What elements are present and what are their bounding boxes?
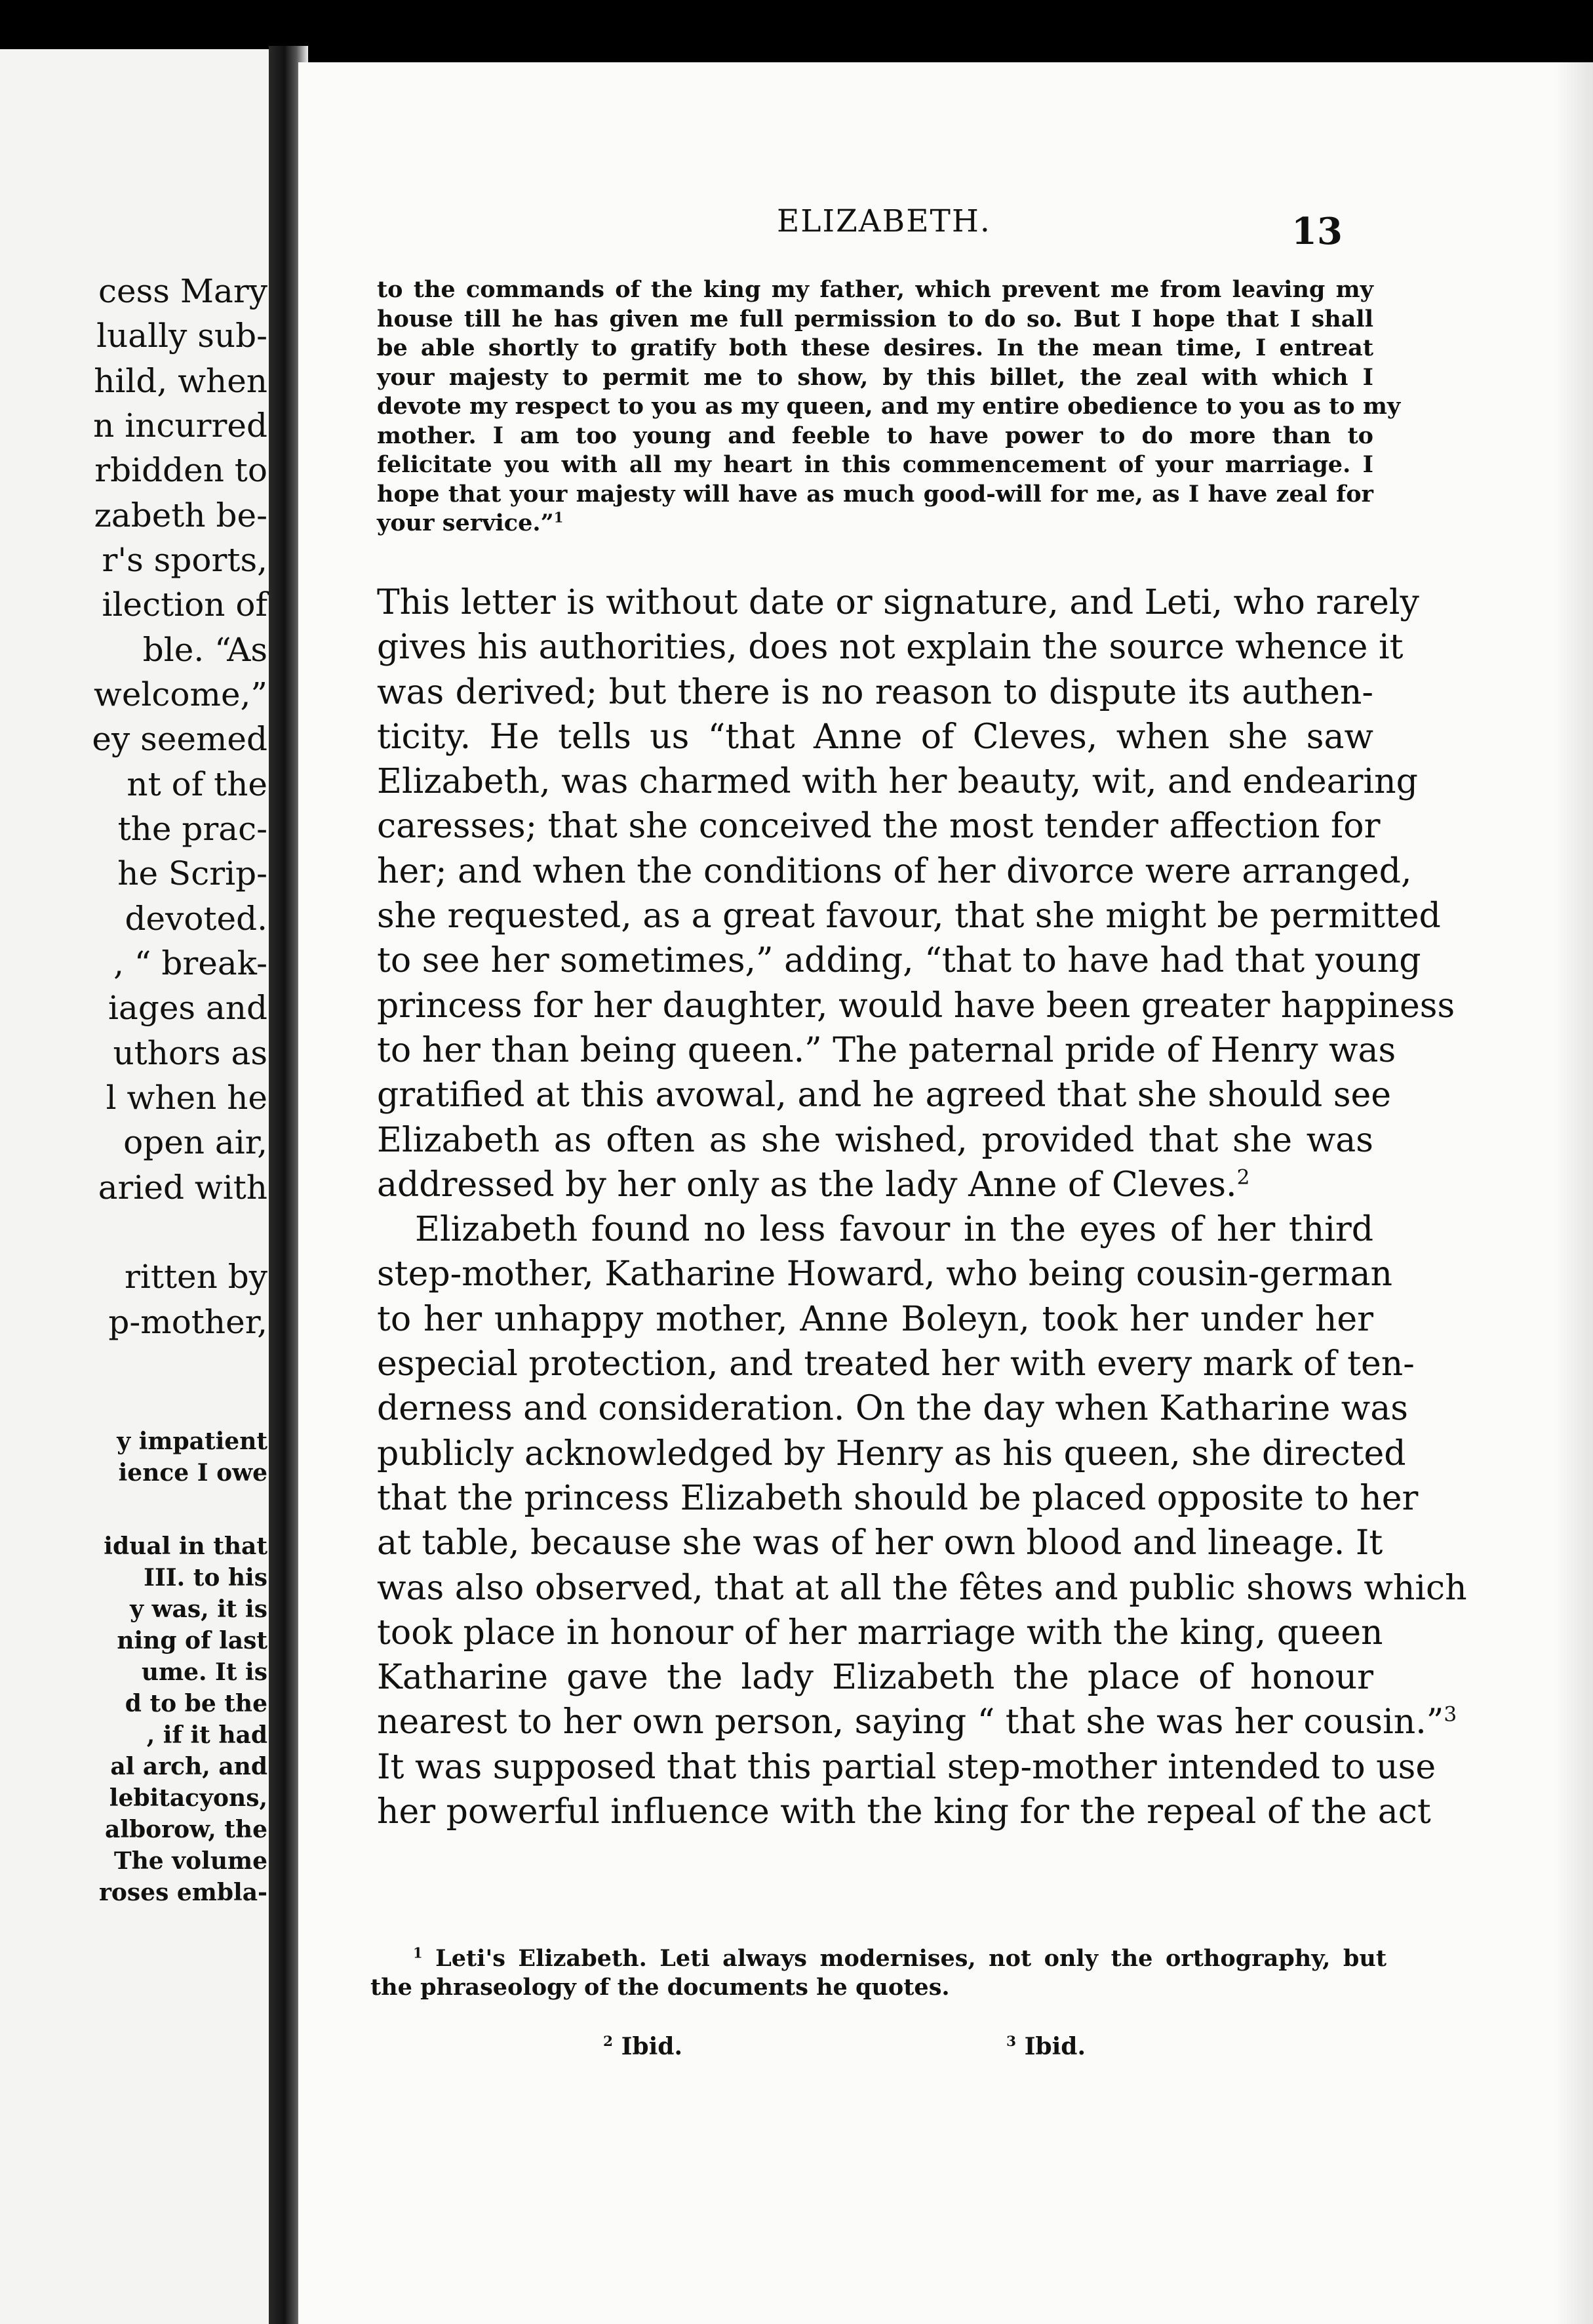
footnote-1-mark: 1 [413, 1944, 423, 1961]
left-footnote-line: idual in that [104, 1533, 267, 1560]
left-line: rbidden to [94, 451, 267, 489]
body-line: Katharine gave the lady Elizabeth the place of honour [377, 1658, 1373, 1698]
letter-line: devote my respect to you as my queen, and my entire obedience to you as to my [377, 393, 1401, 420]
body-line: step-mother, Katharine Howard, who being cousin-german [377, 1254, 1392, 1294]
body-line: princess for her daughter, would have been greater happiness [377, 986, 1455, 1026]
left-line: zabeth be- [94, 496, 267, 534]
footnote-2-text: Ibid. [621, 2033, 682, 2060]
left-line: uthors as [113, 1034, 267, 1072]
body-line: to her than being queen.” The paternal pride of Henry was [377, 1030, 1396, 1070]
body-line: This letter is without date or signature, and Leti, who rarely [377, 583, 1419, 622]
body-line: Elizabeth found no less favour in the eyes of her third [415, 1210, 1373, 1250]
body-line: gratified at this avowal, and he agreed that she should see [377, 1075, 1392, 1115]
body-line: to her unhappy mother, Anne Boleyn, took her under her [377, 1299, 1373, 1339]
footnote-1-text: Leti's Elizabeth. Leti always modernises, not only the orthography, but [435, 1945, 1386, 1972]
left-line: nt of the [127, 765, 267, 803]
left-line: open air, [123, 1123, 267, 1161]
left-footnote-line: al arch, and [110, 1753, 267, 1780]
body-line: It was supposed that this partial step-mother intended to use [377, 1747, 1436, 1787]
letter-line: to the commands of the king my father, which prevent me from leaving my [377, 276, 1373, 303]
footnote-2 [603, 2033, 682, 2060]
letter-line: felicitate you with all my heart in this commencement of your marriage. I [377, 451, 1373, 478]
letter-line-text: your service.” [377, 510, 554, 536]
page-number: 13 [1291, 210, 1343, 253]
body-line: ticity. He tells us “that Anne of Cleves, when she saw [377, 717, 1373, 757]
left-line: p-mother, [108, 1303, 267, 1341]
left-line: aried with [98, 1169, 267, 1207]
footnote-1-line: the phraseology of the documents he quotes. [370, 1974, 950, 2001]
body-line-text: addressed by her only as the lady Anne of Cleves. [377, 1165, 1237, 1205]
left-line: welcome,” [94, 675, 267, 713]
body-line: that the princess Elizabeth should be placed opposite to her [377, 1478, 1419, 1518]
body-line: especial protection, and treated her with every mark of ten- [377, 1344, 1415, 1384]
page-edge-shadow [1554, 62, 1593, 2324]
body-line: was also observed, that at all the fêtes and public shows which [377, 1568, 1467, 1608]
footnote-ref-3: 3 [1444, 1703, 1457, 1727]
left-footnote-line: y impatient [117, 1428, 267, 1455]
left-line: lually sub- [96, 317, 267, 355]
left-footnote-line: y was, it is [130, 1595, 267, 1623]
body-line: her; and when the conditions of her divorce were arranged, [377, 851, 1412, 891]
left-footnote-line: d to be the [125, 1690, 267, 1717]
body-line [377, 1700, 1457, 1744]
letter-line: be able shortly to gratify both these desires. In the mean time, I entreat [377, 334, 1373, 361]
letter-line: your majesty to permit me to show, by this billet, the zeal with which I [377, 363, 1373, 391]
left-footnote-line: roses embla- [98, 1879, 267, 1906]
left-line: cess Mary [98, 272, 267, 310]
left-footnote-line: ume. It is [141, 1658, 267, 1686]
left-line: ritten by [124, 1258, 267, 1296]
body-line: Elizabeth as often as she wished, provided that she was [377, 1120, 1373, 1160]
footnote-3-mark: 3 [1006, 2034, 1017, 2050]
body-line: was derived; but there is no reason to dispute its authen- [377, 672, 1373, 712]
left-line: l when he [106, 1079, 267, 1117]
body-line: caresses; that she conceived the most tender affection for [377, 807, 1381, 847]
left-footnote-line: lebitacyons, [109, 1784, 267, 1812]
footnote-3 [1006, 2033, 1086, 2060]
body-line: Elizabeth, was charmed with her beauty, wit, and endearing [377, 762, 1418, 802]
body-line: she requested, as a great favour, that she might be permitted [377, 896, 1441, 936]
left-footnote-line: ning of last [117, 1627, 267, 1654]
left-footnote-line: III. to his [144, 1564, 267, 1592]
body-line: derness and consideration. On the day when Katharine was [377, 1389, 1408, 1429]
left-line: n incurred [93, 407, 267, 445]
footnote-2-mark: 2 [603, 2034, 614, 2050]
footnote-ref-1: 1 [553, 509, 564, 526]
left-line: r's sports, [102, 541, 267, 579]
body-line: took place in honour of her marriage with the king, queen [377, 1613, 1383, 1653]
footnote-3-text: Ibid. [1024, 2033, 1086, 2060]
letter-line: mother. I am too young and feeble to have power to do more than to [377, 422, 1373, 449]
body-line: publicly acknowledged by Henry as his queen, she directed [377, 1433, 1406, 1473]
body-line: at table, because she was of her own blood and lineage. It [377, 1523, 1383, 1563]
letter-line [377, 509, 1373, 538]
body-line [377, 1163, 1373, 1207]
left-footnote-line: alborow, the [105, 1816, 267, 1843]
left-line: he Scrip- [117, 854, 267, 892]
left-line: devoted. [125, 900, 267, 938]
left-facing-page [0, 49, 282, 2324]
left-line: ilection of [102, 586, 267, 624]
book-page [298, 62, 1593, 2324]
left-line: , “ break- [113, 944, 267, 982]
left-footnote-line: ience I owe [118, 1459, 267, 1487]
running-head: ELIZABETH. [777, 203, 991, 239]
footnote-1-line [370, 1944, 1386, 1973]
footnote-1 [370, 1944, 1386, 2002]
letter-line: house till he has given me full permission to do so. But I hope that I shall [377, 305, 1373, 332]
left-footnote-line: The volume [113, 1847, 267, 1875]
left-line: iages and [108, 989, 267, 1027]
body-line-text: nearest to her own person, saying “ that she was her cousin.” [377, 1702, 1444, 1742]
body-line: her powerful influence with the king for the repeal of the act [377, 1792, 1431, 1832]
left-line: hild, when [94, 362, 267, 400]
left-line: ble. “As [142, 631, 267, 669]
left-footnote-line: , if it had [146, 1721, 267, 1749]
quoted-letter [377, 275, 1401, 538]
letter-line: hope that your majesty will have as much good-will for me, as I have zeal for [377, 480, 1373, 508]
body-line: gives his authorities, does not explain the source whence it [377, 628, 1404, 668]
left-line: the prac- [117, 810, 267, 848]
body-line: to see her sometimes,” adding, “that to have had that young [377, 941, 1421, 981]
left-line: ey seemed [92, 720, 267, 758]
body-text [377, 580, 1467, 1834]
footnote-ref-2: 2 [1236, 1165, 1250, 1190]
